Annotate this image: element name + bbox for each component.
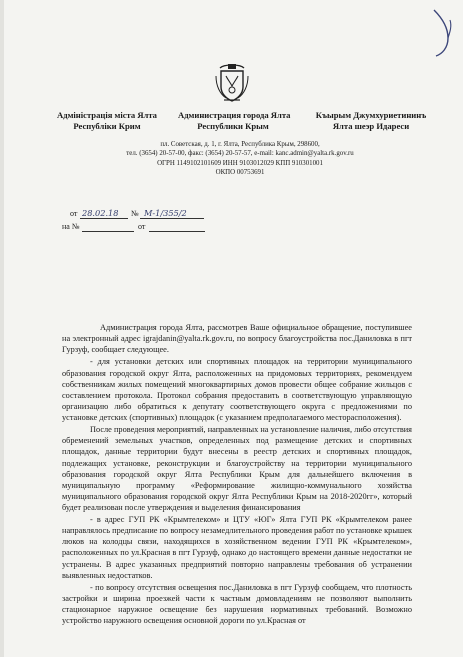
outgoing-date: 28.02.18 xyxy=(82,208,119,218)
paragraph-registry: После проведения мероприятий, направленных на установление наличия, либо отсутствия обременений земельных участков, определенных под размещение детских и спортивных площадок, данные территории будут внесены в реестр детских и спортивных площадок, подлежащих установке, реконструкции и благоустройству на территории муниципального образования городской округ Ялта Республики Крым для дальнейшего включения в муниципальную программу «Реформирование жилищно-коммунального хозяйства муниципального образования городской округ Ялта Республики Крым на 2018-2020гг», который будет реализован после утверждения и выделения финансирования xyxy=(62,425,412,512)
incoming-date-underline xyxy=(149,231,205,232)
outgoing-number: М-1/355/2 xyxy=(144,208,187,218)
crimea-emblem-icon xyxy=(214,62,250,104)
letter-page: Адміністрація міста Ялта Республіки Крим Администрация города Ялта Республики Крым Къырым Джумхуриетининъ Ялта шеэр Идареси пл. Советская, д. 1, г. Ялта, Республика Крым, 298600, тел. (3654) 20-57-00, факс: (3654) 20-57-57, e-mail: kanc.admin@yalta.rk.gov.ru ОГРН 1149102101609 ИНН 9103012029 КПП 910301001 ОКПО 00753691 от 28.02.18 № М-1/355/2 на № от Администрация города Ялта, рассмотрев Ваше официальное обращение, поступившее на электронный адрес igrajdanin@yalta.rk.gov.ru, по вопросу благоустройства пос.Даниловка в пгт Гурзуф, сообщает следующее. - для установки детских или спортивных площадок на территории муниципального образования городской округ Ялта, расположенных на придомовых территориях, рекомендуем собственникам жилых помещений многоквартирных домов провести общее собрание жильцов с составлением протокола. Протокол собрания предоставить в соответствующую управляющую организацию либо обратиться к депутату соответствующего округа с предложениями по установке детских (спортивных) площадок (с указанием предполагаемого месторасположения). После проведения мероприятий, направленных на установление наличия, либо отсутствия обременений земельных участков, определенных под размещение детских и спортивных площадок, данные территории будут внесены в реестр детских и спортивных площадок, подлежащих установке, реконструкции и благоустройству на территории муниципального образования городской округ Ялта Республики Крым для дальнейшего включения в муниципальную программу «Реформирование жилищно-коммунального хозяйства муниципального образования городской округ Ялта Республики Крым на 2018-2020гг», который будет реализован после утверждения и выделения финансирования - в адрес ГУП РК «Крымтелеком» и ЦТУ «ЮГ» Ялта ГУП РК «Крымтелеком ранее направлялось предписание по вопросу незамедлительного проведения работ по установке крышек люков на колодцы связи, находящихся в хозяйственном ведении ГУП РК «Крымтелеком», расположенных по ул.Красная в пгт Гурзуф, однако до настоящего времени данные недостатки не устранены. В адрес указанных предприятий повторно направлены требования об устранении выявленных недостатков. - по вопросу отсутствия освещения пос.Даниловка в пгт Гурзуф сообщаем, что плотность застройки и ширина проезжей части к частным домовладениям не позволяют выполнить стационарное наружное освещение без нарушения нормативных требований. Возможно устройство наружного освещения основной дороги по ул.Красная от xyxy=(0,0,463,657)
org-name-crimean-tatar: Къырым Джумхуриетининъ Ялта шеэр Идареси xyxy=(315,110,427,131)
org-name-ukrainian: Адміністрація міста Ялта Республіки Крим xyxy=(57,110,157,131)
scan-edge xyxy=(0,0,4,657)
handwritten-mark xyxy=(428,4,456,62)
org-name-russian: Администрация города Ялта Республики Крым xyxy=(178,110,291,131)
contact-block xyxy=(100,140,380,177)
paragraph-playgrounds: - для установки детских или спортивных площадок на территории муниципального образования городской округ Ялта, расположенных на придомовых территориях, рекомендуем собственникам жилых помещений многоквартирных домов провести общее собрание жильцов с составлением протокола. Протокол собрания предоставить в соответствующую управляющую организацию либо обратиться к депутату соответствующего округа с предложениями по установке детских (спортивных) площадок (с указанием предполагаемого месторасположения). xyxy=(62,357,412,422)
letter-body xyxy=(62,322,412,627)
registration-codes: ОГРН 1149102101609 ИНН 9103012029 КПП 910301001 xyxy=(157,159,323,167)
paragraph-krymtelecom: - в адрес ГУП РК «Крымтелеком» и ЦТУ «ЮГ» Ялта ГУП РК «Крымтелеком ранее направлялось предписание по вопросу незамедлительного проведения работ по установке крышек люков на колодцы связи, находящихся в хозяйственном ведении ГУП РК «Крымтелеком», расположенных по ул.Красная в пгт Гурзуф, однако до настоящего времени данные недостатки не устранены. В адрес указанных предприятий повторно направлены требования об устранении выявленных недостатков. xyxy=(62,515,412,580)
letterhead xyxy=(0,110,463,134)
okpo-code: ОКПО 00753691 xyxy=(215,168,265,176)
phone-email-line: тел. (3654) 20-57-00, факс: (3654) 20-57-57, e-mail: kanc.admin@yalta.rk.gov.ru xyxy=(126,150,354,158)
paragraph-intro: Администрация города Ялта, рассмотрев Ваше официальное обращение, поступившее на электронный адрес igrajdanin@yalta.rk.gov.ru, по вопросу благоустройства пос.Даниловка в пгт Гурзуф, сообщает следующее. xyxy=(62,323,412,355)
paragraph-lighting: - по вопросу отсутствия освещения пос.Даниловка в пгт Гурзуф сообщаем, что плотность застройки и ширина проезжей части к частным домовладениям не позволяют выполнить стационарное наружное освещение без нарушения нормативных требований. Возможно устройство наружного освещения основной дороги по ул.Красная от xyxy=(62,582,412,626)
incoming-number-underline xyxy=(82,231,134,232)
address-line: пл. Советская, д. 1, г. Ялта, Республика Крым, 298600, xyxy=(160,141,320,148)
